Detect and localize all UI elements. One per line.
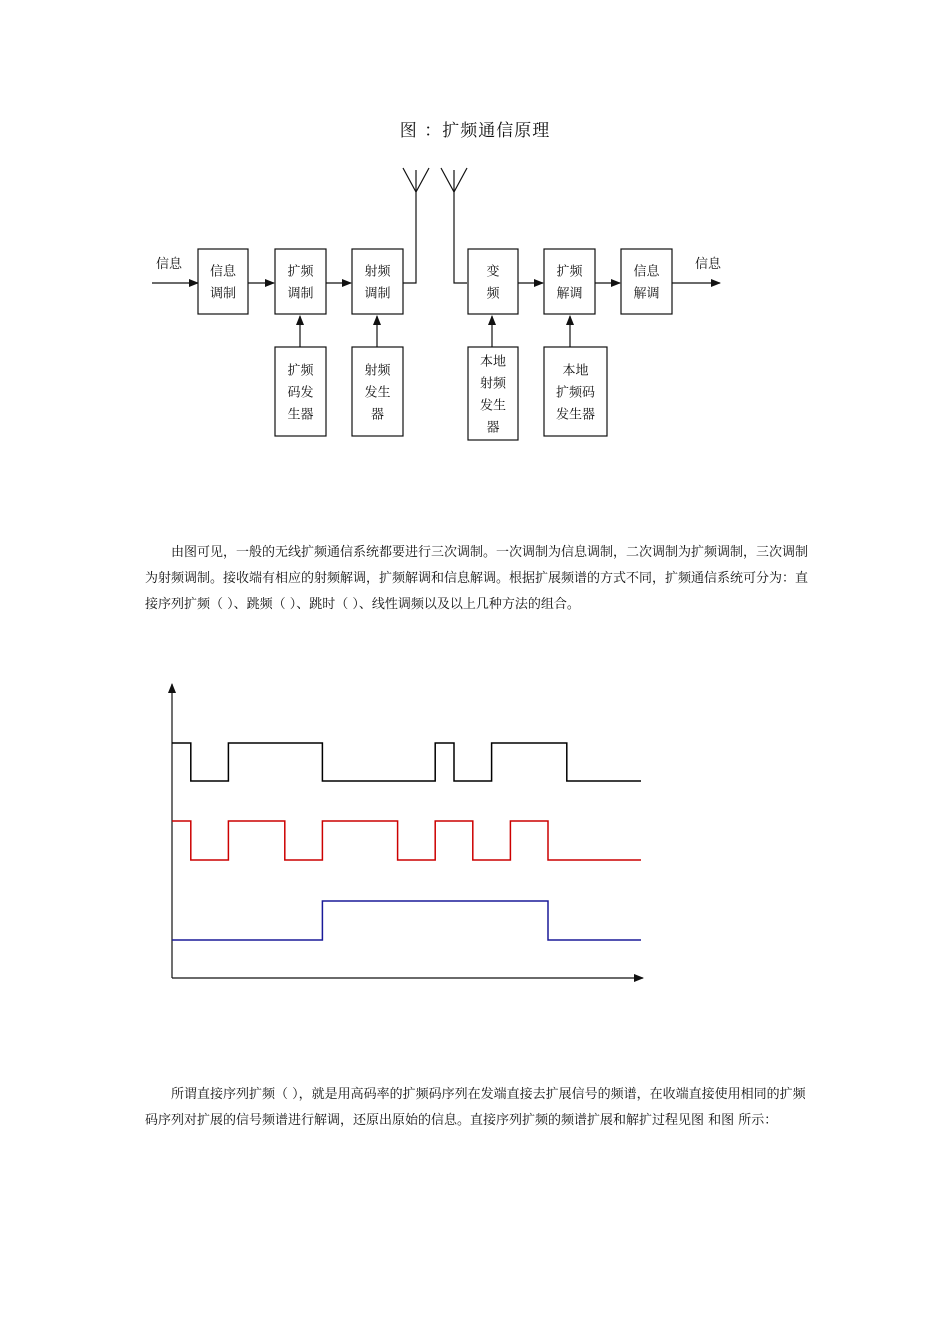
block-label: 本地 — [479, 354, 507, 370]
block-box — [198, 249, 248, 314]
block-label: 调制 — [287, 286, 314, 302]
block-label: 扩频 — [287, 363, 314, 379]
block-info-demod — [621, 249, 672, 314]
code-waveform — [172, 821, 641, 860]
block-box — [621, 249, 672, 314]
block-spread-mod — [275, 249, 326, 314]
block-despread — [544, 249, 595, 314]
block-box — [468, 249, 518, 314]
block-label: 解调 — [556, 286, 583, 302]
block-rf-mod — [352, 249, 403, 314]
spread-spectrum-block-diagram — [0, 150, 950, 450]
paragraph-1: 由图可见，一般的无线扩频通信系统都要进行三次调制。一次调制为信息调制，二次调制为扩频调制，三次调制为射频调制。接收端有相应的射频解调，扩频解调和信息解调。根据扩展频谱的方式不同，扩频通信系统可分为：直接序列扩频（ ）、跳频（ ）、跳时（ ）、线性调频以及以上几种方法的组合。 — [145, 545, 809, 612]
block-label: 扩频 — [287, 264, 314, 280]
block-lo-gen — [468, 347, 518, 440]
output-label: 信息 — [695, 257, 722, 272]
block-label: 信息 — [209, 264, 237, 280]
input-label: 信息 — [156, 257, 183, 272]
block-label: 发生器 — [555, 407, 596, 423]
block-label: 解调 — [633, 286, 660, 302]
block-label: 扩频 — [556, 264, 583, 280]
block-local-pn-gen — [544, 347, 607, 436]
block-label: 码发 — [287, 385, 314, 401]
block-label: 本地 — [562, 363, 589, 379]
block-label: 发生 — [364, 385, 391, 401]
block-pn-gen — [275, 347, 326, 436]
block-rf-gen — [352, 347, 403, 436]
block-label: 频 — [486, 286, 500, 302]
figure-title: 图 ：扩频通信原理 — [399, 121, 551, 141]
paragraph-2: 所谓直接序列扩频（ ），就是用高码率的扩频码序列在发端直接去扩展信号的频谱，在收端直接使用相同的扩频码序列对扩展的信号频谱进行解调，还原出原始的信息。直接序列扩频的频谱扩展和解扩过程见图 和图 所示： — [145, 1087, 806, 1128]
block-box — [275, 249, 326, 314]
block-label: 扩频码 — [555, 385, 596, 401]
waveform-diagram — [150, 670, 660, 990]
data-waveform — [172, 743, 641, 781]
block-box — [544, 249, 595, 314]
block-freq-conv — [468, 249, 518, 314]
tx-antenna-feed — [403, 170, 416, 283]
rx-antenna-feed — [454, 170, 467, 283]
block-box — [352, 249, 403, 314]
block-label: 射频 — [364, 264, 391, 280]
block-label: 器 — [486, 420, 500, 436]
block-label: 发生 — [479, 398, 507, 414]
block-label: 射频 — [364, 363, 391, 379]
block-label: 变 — [486, 264, 500, 280]
block-label: 信息 — [633, 264, 660, 280]
blocks-group — [198, 249, 672, 440]
block-info-mod — [198, 249, 248, 314]
block-label: 射频 — [479, 376, 507, 392]
block-label: 调制 — [209, 286, 237, 302]
block-label: 调制 — [364, 286, 391, 302]
clock-waveform — [172, 901, 641, 940]
block-label: 器 — [370, 407, 385, 423]
block-label: 生器 — [287, 407, 314, 423]
